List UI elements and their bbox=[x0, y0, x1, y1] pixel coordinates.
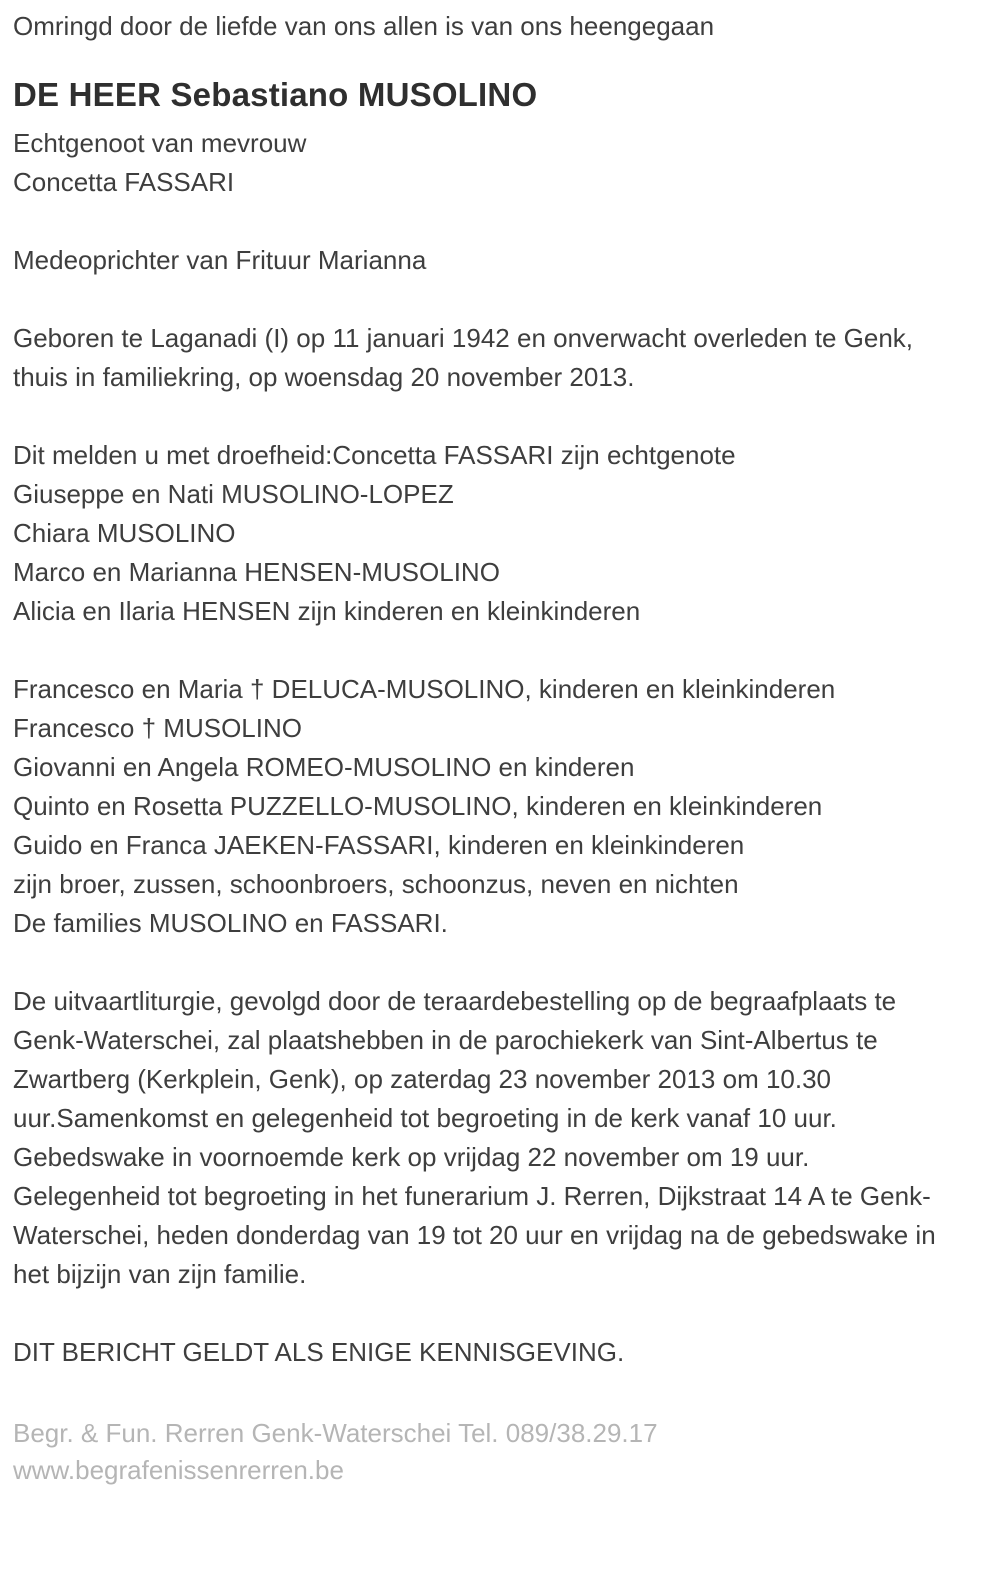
family-line: Giovanni en Angela ROMEO-MUSOLINO en kinderen bbox=[13, 752, 635, 782]
spouse-line-1: Echtgenoot van mevrouw bbox=[13, 128, 307, 158]
spouse-block bbox=[13, 124, 952, 202]
funeral-home-website: www.begrafenissenrerren.be bbox=[13, 1455, 344, 1485]
role-line: Medeoprichter van Frituur Marianna bbox=[13, 245, 427, 275]
intro-line: Omringd door de liefde van ons allen is van ons heengegaan bbox=[13, 11, 715, 41]
family-line: zijn broer, zussen, schoonbroers, schoonzus, neven en nichten bbox=[13, 869, 739, 899]
single-notice-line: DIT BERICHT GELDT ALS ENIGE KENNISGEVING. bbox=[13, 1337, 625, 1367]
obituary-document bbox=[13, 7, 952, 1489]
funeral-liturgy-paragraph: De uitvaartliturgie, gevolgd door de teraardebestelling op de begraafplaats te Genk-Waterschei, zal plaatshebben in de parochiekerk van Sint-Albertus te Zwartberg (Kerkplein, Genk), op zaterdag 23 november 2013 om 10.30 uur.Samenkomst en gelegenheid tot begroeting in de kerk vanaf 10 uur. bbox=[13, 986, 897, 1133]
family-line: Francesco en Maria † DELUCA-MUSOLINO, kinderen en kleinkinderen bbox=[13, 674, 836, 704]
funeral-home-contact: Begr. & Fun. Rerren Genk-Waterschei Tel. 089/38.29.17 bbox=[13, 1418, 658, 1448]
family-line: Dit melden u met droefheid:Concetta FASSARI zijn echtgenote bbox=[13, 440, 736, 470]
wake-paragraph: Gebedswake in voornoemde kerk op vrijdag 22 november om 19 uur. bbox=[13, 1142, 810, 1172]
spouse-line-2: Concetta FASSARI bbox=[13, 167, 235, 197]
family-line: Guido en Franca JAEKEN-FASSARI, kinderen en kleinkinderen bbox=[13, 830, 745, 860]
family-line: Francesco † MUSOLINO bbox=[13, 713, 302, 743]
family-line: Chiara MUSOLINO bbox=[13, 518, 236, 548]
family-line: Alicia en Ilaria HENSEN zijn kinderen en kleinkinderen bbox=[13, 596, 641, 626]
family-list-1 bbox=[13, 436, 952, 631]
funeral-home-footer bbox=[13, 1415, 952, 1489]
deceased-name-title: DE HEER Sebastiano MUSOLINO bbox=[13, 76, 538, 113]
family-list-2 bbox=[13, 670, 952, 943]
family-line: De families MUSOLINO en FASSARI. bbox=[13, 908, 448, 938]
family-line: Giuseppe en Nati MUSOLINO-LOPEZ bbox=[13, 479, 454, 509]
birth-death-paragraph: Geboren te Laganadi (I) op 11 januari 1942 en onverwacht overleden te Genk, thuis in familiekring, op woensdag 20 november 2013. bbox=[13, 323, 914, 392]
ceremony-details bbox=[13, 982, 952, 1294]
visiting-paragraph: Gelegenheid tot begroeting in het funerarium J. Rerren, Dijkstraat 14 A te Genk-Waterschei, heden donderdag van 19 tot 20 uur en vrijdag na de gebedswake in het bijzijn van zijn familie. bbox=[13, 1181, 936, 1289]
family-line: Marco en Marianna HENSEN-MUSOLINO bbox=[13, 557, 500, 587]
family-line: Quinto en Rosetta PUZZELLO-MUSOLINO, kinderen en kleinkinderen bbox=[13, 791, 823, 821]
